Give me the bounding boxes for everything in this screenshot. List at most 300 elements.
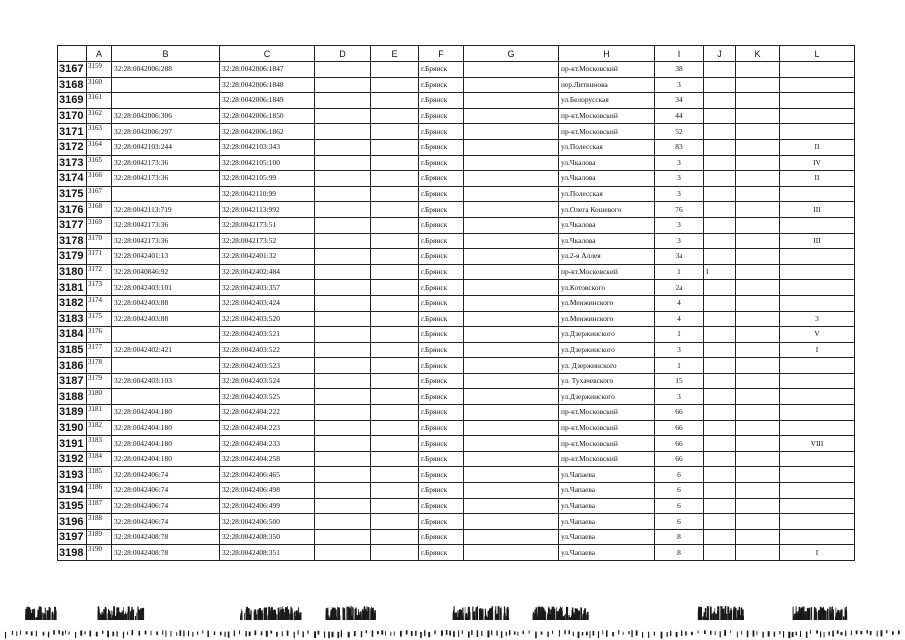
noise-mark bbox=[356, 608, 357, 621]
row-number: 3184 bbox=[58, 327, 87, 343]
noise-tick bbox=[535, 632, 537, 639]
cell-c-cadastral-number: 32:28:0042403:524 bbox=[220, 373, 315, 389]
noise-tick bbox=[851, 631, 852, 636]
noise-tick bbox=[612, 632, 614, 636]
cell-e bbox=[371, 280, 419, 296]
cell-g bbox=[464, 280, 559, 296]
noise-mark bbox=[25, 609, 26, 620]
noise-mark bbox=[801, 607, 802, 620]
noise-tick bbox=[192, 632, 193, 637]
cell-i-house-number: 3а bbox=[655, 249, 704, 265]
cell-d bbox=[315, 93, 371, 109]
cell-f-city: г.Брянск bbox=[419, 171, 464, 187]
column-header: J bbox=[704, 46, 736, 62]
noise-mark bbox=[140, 611, 141, 620]
cell-g bbox=[464, 389, 559, 405]
noise-mark bbox=[741, 609, 742, 620]
cell-j bbox=[704, 498, 736, 514]
noise-tick bbox=[298, 630, 299, 634]
cell-a: 3168 bbox=[87, 202, 112, 218]
cell-j bbox=[704, 436, 736, 452]
noise-mark bbox=[132, 617, 133, 620]
cell-l-building bbox=[780, 389, 855, 405]
cell-f-city: г.Брянск bbox=[419, 264, 464, 280]
column-header: I bbox=[655, 46, 704, 62]
cell-c-cadastral-number: 32:28:0042403:522 bbox=[220, 342, 315, 358]
noise-tick bbox=[636, 630, 638, 635]
noise-tick bbox=[648, 632, 649, 638]
cell-j bbox=[704, 467, 736, 483]
noise-tick bbox=[747, 631, 749, 638]
noise-tick bbox=[631, 630, 632, 637]
cell-j bbox=[704, 171, 736, 187]
cell-c-cadastral-number: 32:28:0042404:223 bbox=[220, 420, 315, 436]
cell-k bbox=[736, 108, 780, 124]
noise-tick bbox=[704, 630, 706, 634]
column-header: H bbox=[559, 46, 655, 62]
cell-j bbox=[704, 545, 736, 561]
cell-d bbox=[315, 483, 371, 499]
noise-mark bbox=[365, 614, 367, 620]
cell-l-building bbox=[780, 295, 855, 311]
cell-e bbox=[371, 498, 419, 514]
cell-k bbox=[736, 498, 780, 514]
cell-i-house-number: 3 bbox=[655, 77, 704, 93]
cell-g bbox=[464, 342, 559, 358]
table-row bbox=[58, 405, 855, 421]
cell-d bbox=[315, 358, 371, 374]
table-row bbox=[58, 249, 855, 265]
cell-k bbox=[736, 373, 780, 389]
noise-tick bbox=[348, 632, 350, 638]
noise-tick bbox=[176, 632, 177, 636]
noise-mark bbox=[566, 611, 567, 620]
row-number: 3188 bbox=[58, 389, 87, 405]
cell-i-house-number: 3 bbox=[655, 217, 704, 233]
cell-k bbox=[736, 483, 780, 499]
noise-mark bbox=[809, 611, 810, 620]
noise-mark bbox=[833, 615, 834, 620]
cell-i-house-number: 3 bbox=[655, 155, 704, 171]
noise-tick bbox=[308, 631, 309, 634]
noise-tick bbox=[737, 632, 738, 638]
noise-mark bbox=[489, 609, 491, 621]
cell-j bbox=[704, 514, 736, 530]
cell-l-building bbox=[780, 264, 855, 280]
noise-mark bbox=[363, 611, 364, 620]
cell-a: 3186 bbox=[87, 483, 112, 499]
noise-mark bbox=[814, 611, 815, 620]
noise-tick bbox=[670, 631, 671, 636]
noise-tick bbox=[65, 630, 66, 633]
noise-tick bbox=[573, 632, 574, 637]
noise-mark bbox=[271, 607, 273, 620]
row-number: 3170 bbox=[58, 108, 87, 124]
cell-k bbox=[736, 171, 780, 187]
cell-e bbox=[371, 124, 419, 140]
cell-g bbox=[464, 358, 559, 374]
cell-g bbox=[464, 186, 559, 202]
cell-b-cadastral-number bbox=[112, 327, 220, 343]
noise-mark bbox=[248, 614, 250, 620]
noise-tick bbox=[824, 632, 825, 637]
cell-c-cadastral-number: 32:28:0042006:1849 bbox=[220, 93, 315, 109]
cell-k bbox=[736, 139, 780, 155]
cell-k bbox=[736, 436, 780, 452]
cell-d bbox=[315, 389, 371, 405]
cell-b-cadastral-number: 32:28:0042406:74 bbox=[112, 483, 220, 499]
noise-mark bbox=[794, 614, 796, 620]
cell-f-city: г.Брянск bbox=[419, 155, 464, 171]
cell-e bbox=[371, 171, 419, 187]
cell-c-cadastral-number: 32:28:0042406:498 bbox=[220, 483, 315, 499]
noise-mark bbox=[120, 613, 122, 620]
cell-i-house-number: 66 bbox=[655, 451, 704, 467]
cell-e bbox=[371, 202, 419, 218]
table-row bbox=[58, 93, 855, 109]
cell-k bbox=[736, 249, 780, 265]
cell-e bbox=[371, 93, 419, 109]
cell-f-city: г.Брянск bbox=[419, 93, 464, 109]
cell-e bbox=[371, 467, 419, 483]
cell-i-house-number: 15 bbox=[655, 373, 704, 389]
cell-j bbox=[704, 77, 736, 93]
cell-c-cadastral-number: 32:28:0042006:1847 bbox=[220, 62, 315, 78]
cell-i-house-number: 3 bbox=[655, 233, 704, 249]
cell-f-city: г.Брянск bbox=[419, 545, 464, 561]
noise-tick bbox=[547, 632, 548, 637]
noise-mark bbox=[715, 617, 716, 620]
cell-f-city: г.Брянск bbox=[419, 514, 464, 530]
table-row bbox=[58, 373, 855, 389]
noise-tick bbox=[514, 631, 516, 634]
cell-j bbox=[704, 217, 736, 233]
cell-l-building bbox=[780, 249, 855, 265]
noise-mark bbox=[567, 617, 568, 620]
cell-b-cadastral-number: 32:28:0042401:13 bbox=[112, 249, 220, 265]
cell-e bbox=[371, 295, 419, 311]
noise-tick bbox=[165, 630, 166, 637]
row-number: 3169 bbox=[58, 93, 87, 109]
row-number: 3186 bbox=[58, 358, 87, 374]
cell-d bbox=[315, 62, 371, 78]
noise-tick bbox=[590, 631, 591, 638]
noise-tick bbox=[820, 631, 821, 637]
noise-tick bbox=[31, 631, 33, 635]
noise-tick bbox=[162, 630, 163, 635]
noise-mark bbox=[541, 607, 543, 621]
cell-f-city: г.Брянск bbox=[419, 373, 464, 389]
noise-tick bbox=[753, 630, 755, 636]
noise-tick bbox=[618, 630, 619, 634]
noise-mark bbox=[293, 613, 294, 620]
cell-h-street: ул.Чапаева bbox=[559, 467, 655, 483]
cell-k bbox=[736, 389, 780, 405]
row-number: 3185 bbox=[58, 342, 87, 358]
noise-mark bbox=[360, 611, 362, 620]
noise-tick bbox=[810, 630, 811, 634]
noise-mark bbox=[105, 608, 107, 620]
column-header: L bbox=[780, 46, 855, 62]
noise-tick bbox=[870, 631, 872, 635]
noise-mark bbox=[712, 614, 714, 620]
noise-tick bbox=[582, 632, 583, 636]
cell-l-building bbox=[780, 420, 855, 436]
row-number: 3191 bbox=[58, 436, 87, 452]
noise-tick bbox=[188, 631, 189, 637]
noise-mark bbox=[358, 612, 359, 620]
cell-i-house-number: 44 bbox=[655, 108, 704, 124]
cell-b-cadastral-number: 32:28:0042406:74 bbox=[112, 467, 220, 483]
cell-f-city: г.Брянск bbox=[419, 217, 464, 233]
cell-k bbox=[736, 295, 780, 311]
noise-tick bbox=[792, 632, 794, 637]
table-row bbox=[58, 436, 855, 452]
noise-mark bbox=[504, 606, 505, 620]
row-number: 3175 bbox=[58, 186, 87, 202]
noise-mark bbox=[706, 618, 707, 620]
noise-tick bbox=[779, 631, 780, 634]
cell-d bbox=[315, 202, 371, 218]
cell-k bbox=[736, 93, 780, 109]
noise-tick bbox=[249, 632, 251, 636]
cell-e bbox=[371, 186, 419, 202]
cell-g bbox=[464, 483, 559, 499]
noise-tick bbox=[424, 630, 425, 636]
cell-k bbox=[736, 545, 780, 561]
noise-mark bbox=[840, 610, 842, 620]
cell-l-building bbox=[780, 514, 855, 530]
noise-mark bbox=[743, 616, 745, 620]
cell-i-house-number: 83 bbox=[655, 139, 704, 155]
cell-h-street: ул.Дзержинского bbox=[559, 327, 655, 343]
cell-l-building bbox=[780, 77, 855, 93]
noise-mark bbox=[821, 613, 822, 620]
cell-l-building: III bbox=[780, 202, 855, 218]
cell-f-city: г.Брянск bbox=[419, 436, 464, 452]
noise-mark bbox=[49, 607, 51, 620]
noise-tick bbox=[623, 632, 624, 635]
noise-tick bbox=[477, 630, 478, 637]
cell-j bbox=[704, 483, 736, 499]
column-header: F bbox=[419, 46, 464, 62]
noise-mark bbox=[289, 613, 291, 620]
cell-j bbox=[704, 108, 736, 124]
noise-tick bbox=[69, 632, 70, 635]
cell-l-building: IV bbox=[780, 155, 855, 171]
cell-d bbox=[315, 436, 371, 452]
cell-h-street: ул.Чкалова bbox=[559, 155, 655, 171]
noise-tick bbox=[654, 632, 655, 636]
table-row bbox=[58, 311, 855, 327]
cell-h-street: пр-кт.Московский bbox=[559, 62, 655, 78]
noise-mark bbox=[326, 608, 327, 620]
noise-tick bbox=[774, 632, 775, 637]
table-row bbox=[58, 217, 855, 233]
cell-b-cadastral-number bbox=[112, 389, 220, 405]
noise-tick bbox=[523, 631, 524, 635]
noise-tick bbox=[197, 632, 198, 635]
cell-k bbox=[736, 202, 780, 218]
noise-tick bbox=[762, 632, 763, 638]
noise-tick bbox=[411, 631, 413, 636]
noise-mark bbox=[32, 614, 34, 620]
column-header: G bbox=[464, 46, 559, 62]
cell-e bbox=[371, 233, 419, 249]
noise-tick bbox=[341, 630, 342, 637]
noise-tick bbox=[715, 631, 716, 635]
table-row bbox=[58, 467, 855, 483]
noise-tick bbox=[80, 630, 82, 635]
noise-tick bbox=[667, 632, 668, 637]
noise-mark bbox=[540, 615, 542, 620]
noise-tick bbox=[20, 630, 21, 635]
cell-j: I bbox=[704, 264, 736, 280]
cell-h-street: ул.Чкалова bbox=[559, 217, 655, 233]
cell-j bbox=[704, 311, 736, 327]
noise-tick bbox=[710, 631, 712, 635]
noise-mark bbox=[118, 608, 119, 620]
noise-tick bbox=[800, 631, 801, 637]
noise-mark bbox=[467, 618, 468, 620]
cell-i-house-number: 38 bbox=[655, 62, 704, 78]
cell-h-street: ул.Чапаева bbox=[559, 498, 655, 514]
cell-i-house-number: 66 bbox=[655, 436, 704, 452]
cell-h-street: пр-кт.Московский bbox=[559, 124, 655, 140]
noise-tick bbox=[509, 630, 511, 635]
noise-tick bbox=[446, 630, 448, 635]
noise-mark bbox=[711, 614, 712, 620]
cell-i-house-number: 52 bbox=[655, 124, 704, 140]
cell-e bbox=[371, 311, 419, 327]
noise-mark bbox=[467, 617, 468, 620]
noise-tick bbox=[517, 632, 518, 636]
cell-g bbox=[464, 77, 559, 93]
noise-tick bbox=[271, 631, 273, 634]
noise-tick bbox=[117, 631, 118, 637]
cell-g bbox=[464, 436, 559, 452]
noise-tick bbox=[541, 632, 543, 635]
noise-tick bbox=[529, 630, 530, 633]
table-row bbox=[58, 202, 855, 218]
cell-c-cadastral-number: 32:28:0042113:992 bbox=[220, 202, 315, 218]
cell-l-building bbox=[780, 373, 855, 389]
cell-b-cadastral-number: 32:28:0042173:36 bbox=[112, 217, 220, 233]
cell-b-cadastral-number bbox=[112, 358, 220, 374]
cell-b-cadastral-number: 32:28:0042408:78 bbox=[112, 545, 220, 561]
cell-e bbox=[371, 155, 419, 171]
cell-b-cadastral-number: 32:28:0042406:74 bbox=[112, 498, 220, 514]
noise-tick bbox=[107, 631, 109, 638]
table-row bbox=[58, 358, 855, 374]
noise-mark bbox=[295, 617, 297, 620]
table-row bbox=[58, 108, 855, 124]
cell-g bbox=[464, 311, 559, 327]
cell-l-building bbox=[780, 467, 855, 483]
cell-k bbox=[736, 420, 780, 436]
noise-mark bbox=[100, 615, 101, 620]
noise-mark bbox=[242, 611, 243, 620]
noise-mark bbox=[698, 607, 699, 620]
cell-e bbox=[371, 249, 419, 265]
noise-mark bbox=[47, 610, 48, 620]
noise-tick bbox=[783, 631, 784, 637]
cell-a: 3190 bbox=[87, 545, 112, 561]
noise-mark bbox=[335, 610, 336, 620]
noise-mark bbox=[700, 607, 702, 620]
noise-mark bbox=[843, 616, 844, 620]
noise-mark bbox=[569, 617, 571, 620]
table-row bbox=[58, 451, 855, 467]
noise-mark bbox=[116, 613, 118, 620]
cell-l-building bbox=[780, 358, 855, 374]
cell-c-cadastral-number: 32:28:0042006:1862 bbox=[220, 124, 315, 140]
scan-artifact-strip bbox=[0, 594, 905, 640]
cell-c-cadastral-number: 32:28:0042105:99 bbox=[220, 171, 315, 187]
cell-c-cadastral-number: 32:28:0042406:499 bbox=[220, 498, 315, 514]
table-row bbox=[58, 139, 855, 155]
cell-h-street: ул. Дзержинского bbox=[559, 358, 655, 374]
cell-i-house-number: 66 bbox=[655, 420, 704, 436]
noise-tick bbox=[225, 632, 226, 637]
noise-mark bbox=[44, 617, 45, 620]
cell-a: 3182 bbox=[87, 420, 112, 436]
noise-tick bbox=[462, 630, 463, 634]
noise-tick bbox=[415, 631, 417, 636]
noise-tick bbox=[36, 631, 37, 637]
cell-a: 3169 bbox=[87, 217, 112, 233]
row-number: 3183 bbox=[58, 311, 87, 327]
cell-a: 3174 bbox=[87, 295, 112, 311]
noise-tick bbox=[89, 631, 91, 637]
noise-mark bbox=[737, 612, 738, 620]
row-number: 3192 bbox=[58, 451, 87, 467]
table-row bbox=[58, 545, 855, 561]
noise-tick bbox=[829, 632, 830, 636]
noise-mark bbox=[109, 615, 111, 620]
cell-l-building bbox=[780, 405, 855, 421]
cell-g bbox=[464, 233, 559, 249]
noise-tick bbox=[837, 630, 839, 634]
noise-tick bbox=[62, 631, 64, 635]
noise-tick bbox=[406, 630, 408, 634]
cell-d bbox=[315, 171, 371, 187]
noise-tick bbox=[691, 632, 693, 635]
cell-b-cadastral-number: 32:28:0042103:244 bbox=[112, 139, 220, 155]
cell-l-building: III bbox=[780, 233, 855, 249]
noise-tick bbox=[390, 632, 391, 636]
cell-h-street: пр-кт.Московский bbox=[559, 420, 655, 436]
noise-mark bbox=[582, 614, 583, 620]
cell-g bbox=[464, 264, 559, 280]
noise-tick bbox=[245, 631, 246, 637]
table-row bbox=[58, 327, 855, 343]
cell-e bbox=[371, 389, 419, 405]
cell-j bbox=[704, 420, 736, 436]
noise-mark bbox=[580, 607, 582, 620]
noise-mark bbox=[538, 607, 540, 621]
noise-tick bbox=[354, 631, 356, 636]
cell-b-cadastral-number: 32:28:0042404:180 bbox=[112, 436, 220, 452]
noise-mark bbox=[264, 608, 265, 620]
noise-tick bbox=[127, 632, 128, 635]
noise-mark bbox=[550, 610, 552, 621]
noise-mark bbox=[351, 616, 353, 620]
cell-h-street: ул.Чапаева bbox=[559, 514, 655, 530]
cell-a: 3177 bbox=[87, 342, 112, 358]
noise-mark bbox=[299, 612, 301, 620]
cell-e bbox=[371, 405, 419, 421]
